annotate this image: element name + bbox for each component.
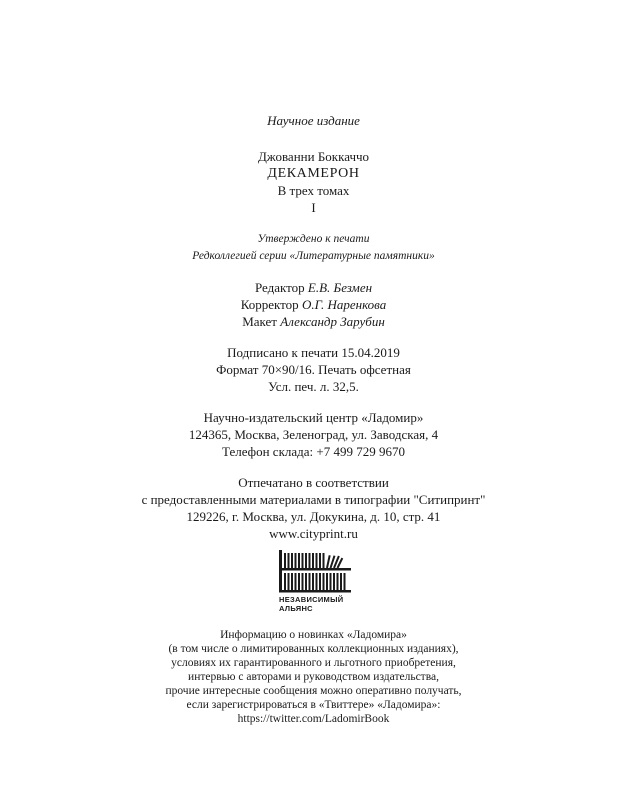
staff-name: О.Г. Наренкова xyxy=(301,297,387,312)
staff-name: Александр Зарубин xyxy=(280,314,385,329)
printer-line-1: Отпечатано в соответствии xyxy=(238,475,389,490)
footer-line-6: если зарегистрироваться в «Твиттере» «Ладомира»: xyxy=(186,699,441,711)
staff-role: Редактор xyxy=(254,280,305,295)
staff-editor xyxy=(0,280,627,296)
printer-line-2: с предоставленными материалами в типографии "Ситипринт" xyxy=(141,492,486,507)
approval-line-1: Утверждено к печати xyxy=(257,233,370,245)
approval-line-2: Редколлегией серии «Литературные памятники» xyxy=(192,250,435,262)
staff-name: Е.В. Безмен xyxy=(307,280,373,295)
print-signed: Подписано к печати 15.04.2019 xyxy=(227,345,400,360)
edition-type: Научное издание xyxy=(267,113,360,128)
staff-layout xyxy=(0,314,627,330)
publisher-name: Научно-издательский центр «Ладомир» xyxy=(203,410,424,425)
printer-website: www.cityprint.ru xyxy=(269,526,358,541)
print-format: Формат 70×90/16. Печать офсетная xyxy=(216,362,411,377)
logo-text-line-1: НЕЗАВИСИМЫЙ xyxy=(279,595,344,604)
print-sheets: Усл. печ. л. 32,5. xyxy=(268,379,359,394)
publisher-phone: Телефон склада: +7 499 729 9670 xyxy=(222,444,405,459)
author: Джованни Боккаччо xyxy=(257,149,370,164)
footer-twitter-link[interactable]: https://twitter.com/LadomirBook xyxy=(237,713,390,725)
bookshelf-icon xyxy=(279,550,351,594)
staff-corrector xyxy=(0,297,627,313)
logo-text-line-2: АЛЬЯНС xyxy=(279,604,313,613)
volume-number: I xyxy=(311,200,316,215)
volumes-note: В трех томах xyxy=(277,183,350,198)
publisher-address: 124365, Москва, Зеленоград, ул. Заводская, 4 xyxy=(188,427,439,442)
footer-line-2: (в том числе о лимитированных коллекционных изданиях), xyxy=(168,643,459,655)
book-title: ДЕКАМЕРОН xyxy=(267,166,360,181)
footer-line-5: прочие интересные сообщения можно оперативно получать, xyxy=(165,685,462,697)
independent-alliance-logo xyxy=(279,550,351,612)
staff-role: Макет xyxy=(242,314,277,329)
footer-line-4: интервью с авторами и руководством издательства, xyxy=(188,671,439,683)
staff-role: Корректор xyxy=(240,297,299,312)
footer-line-1: Информацию о новинках «Ладомира» xyxy=(220,629,407,641)
printer-address: 129226, г. Москва, ул. Докукина, д. 10, стр. 41 xyxy=(186,509,441,524)
footer-line-3: условиях их гарантированного и льготного приобретения, xyxy=(171,657,456,669)
